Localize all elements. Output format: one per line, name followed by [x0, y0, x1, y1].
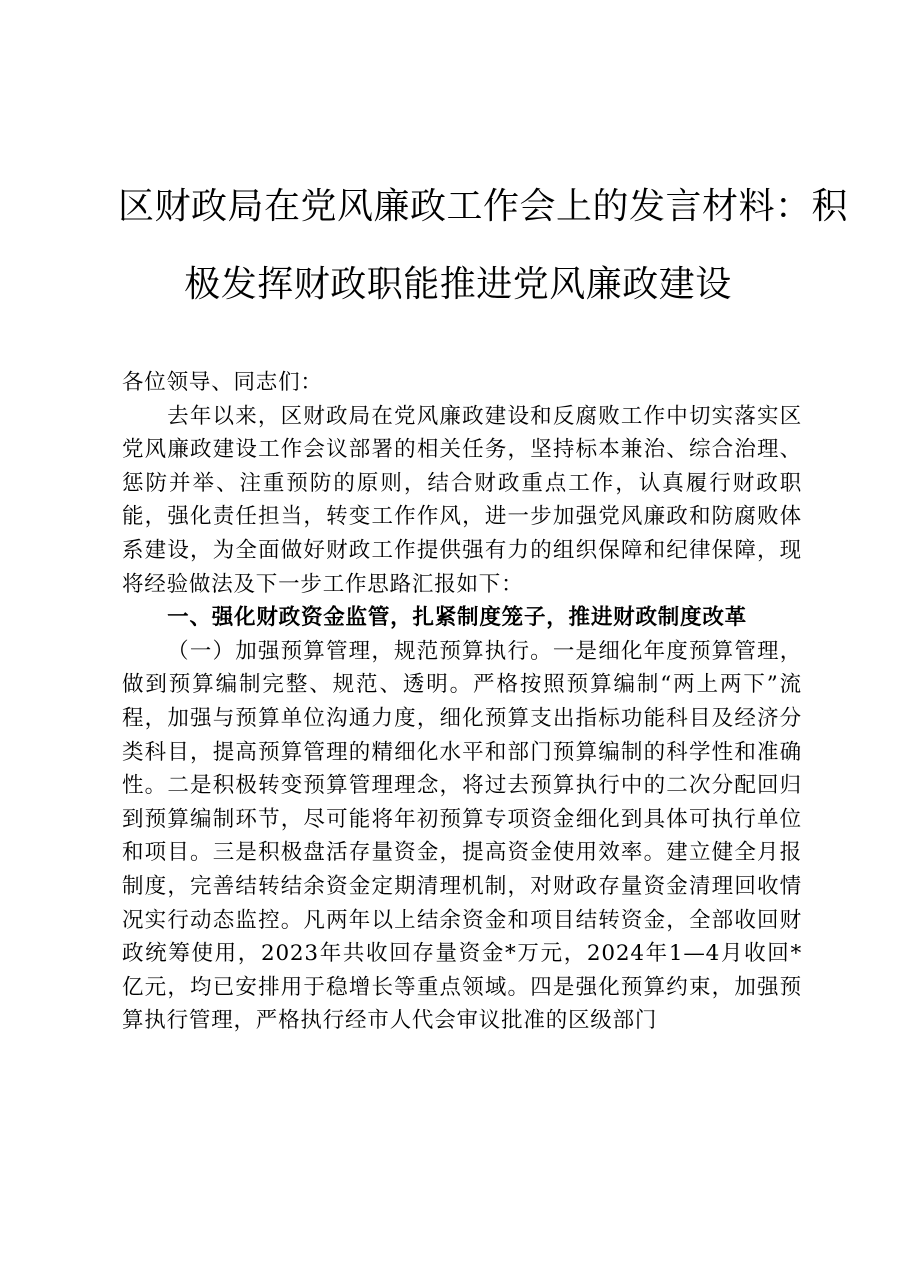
- body-paragraph: （一）加强预算管理，规范预算执行。一是细化年度预算管理，做到预算编制完整、规范、透明。严格按照预算编制“两上两下”流程，加强与预算单位沟通力度，细化预算支出指标功能科目及经济分类科目，提高预算管理的精细化水平和部门预算编制的科学性和准确性。二是积极转变预算管理理念，将过去预算执行中的二次分配回归到预算编制环节，尽可能将年初预算专项资金细化到具体可执行单位和项目。三是积极盘活存量资金，提高资金使用效率。建立健全月报制度，完善结转结余资金定期清理机制，对财政存量资金清理回收情况实行动态监控。凡两年以上结余资金和项目结转资金，全部收回财政统筹使用，2023年共收回存量资金*万元，2024年1—4月收回*亿元，均已安排用于稳增长等重点领域。四是强化预算约束，加强预算执行管理，严格执行经市人代会审议批准的区级部门: [122, 638, 802, 1034]
- title-line-2: 极发挥财政职能推进党风廉政建设: [184, 264, 732, 305]
- section-heading: 一、强化财政资金监管，扎紧制度笼子，推进财政制度改革: [167, 605, 747, 631]
- title-line-1: 区财政局在党风廉政工作会上的发言材料：积: [118, 186, 849, 227]
- document-body: [122, 366, 802, 1038]
- salutation: 各位领导、同志们：: [122, 370, 323, 395]
- intro-paragraph: 去年以来，区财政局在党风廉政建设和反腐败工作中切实落实区党风廉政建设工作会议部署的相关任务，坚持标本兼治、综合治理、惩防并举、注重预防的原则，结合财政重点工作，认真履行财政职能，强化责任担当，转变工作作风，进一步加强党风廉政和防腐败体系建设，为全面做好财政工作提供强有力的组织保障和纪律保障，现将经验做法及下一步工作思路汇报如下：: [122, 403, 802, 597]
- document-title: [118, 168, 849, 324]
